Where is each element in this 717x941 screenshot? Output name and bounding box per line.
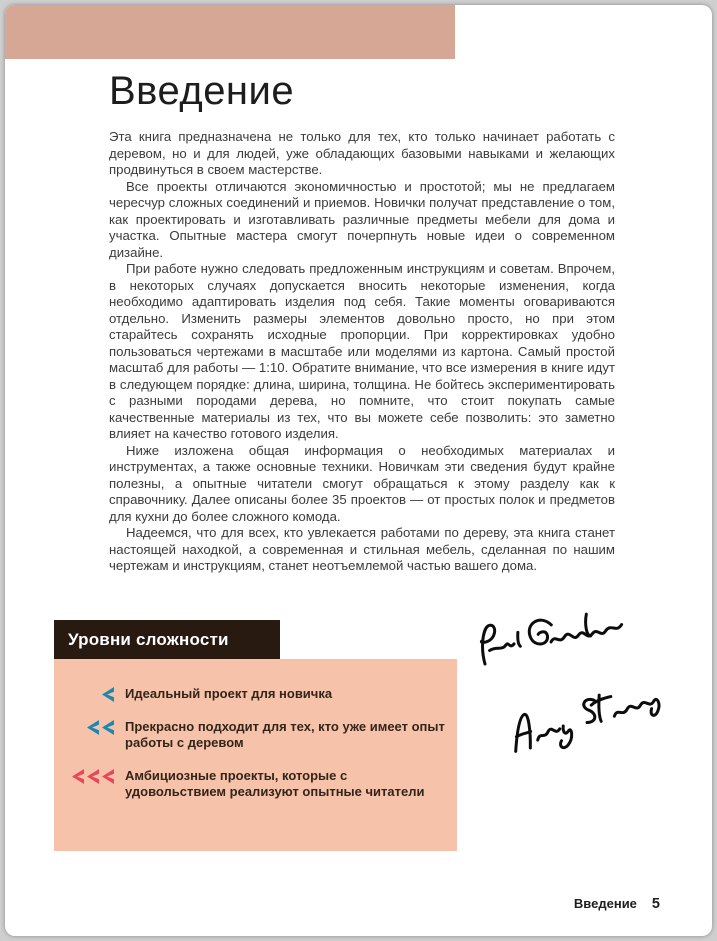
intro-text	[109, 129, 615, 575]
chevron-left-icon	[101, 687, 114, 702]
footer-page-number: 5	[651, 896, 660, 912]
difficulty-box	[54, 620, 457, 851]
difficulty-level-2-icons	[68, 719, 114, 735]
difficulty-item-beginner	[68, 686, 445, 703]
chevron-left-icon	[101, 769, 114, 784]
difficulty-item-advanced	[68, 768, 445, 801]
signature-author-2	[494, 671, 677, 775]
footer-section-label: Введение	[573, 896, 637, 911]
difficulty-box-header	[54, 620, 280, 659]
chevron-left-icon	[71, 769, 84, 784]
header-accent-bar	[5, 5, 455, 59]
chevron-left-icon	[86, 720, 99, 735]
difficulty-item-label: Идеальный проект для новичка	[125, 686, 333, 701]
intro-paragraph: При работе нужно следовать предложенным инструкциям и советам. Впрочем, в некоторых случаях допускается вносить некоторые изменения, когда необходимо адаптировать изделия под себя. Такие моменты оговариваются отдельно. Изменить размеры элементов довольно просто, но при этом старайтесь сохранять исходные пропорции. При корректировках удобно пользоваться чертежами в масштабе или моделями из картона. Самый простой масштаб для работы — 1:10. Обратите внимание, что все измерения в книге идут в следующем порядке: длина, ширина, толщина. Не бойтесь экспериментировать с разными породами дерева, но помните, что стоит покупать самые качественные материалы из тех, что вы можете себе позволить: это заметно влияет на качество готового изделия.	[109, 261, 615, 441]
page-title: Введение	[109, 69, 295, 113]
chevron-left-icon	[86, 769, 99, 784]
signature-author-1	[468, 603, 633, 680]
page-footer	[574, 896, 660, 912]
difficulty-box-panel	[54, 659, 457, 851]
intro-paragraph: Эта книга предназначена не только для тех, кто только начинает работать с деревом, но и для людей, уже обладающих базовыми навыками и желающих продвинуться в своем мастерстве.	[109, 129, 615, 177]
difficulty-item-intermediate	[68, 719, 445, 752]
difficulty-box-title: Уровни сложности	[68, 630, 229, 649]
intro-paragraph: Все проекты отличаются экономичностью и простотой; мы не предлагаем чересчур сложных соединений и приемов. Новички получат представление о том, как проектировать и изготавливать различные предметы мебели для дома и участка. Опытные мастера смогут почерпнуть новые идеи о современном дизайне.	[109, 178, 615, 260]
intro-paragraph: Надеемся, что для всех, кто увлекается работами по дереву, эта книга станет настоящей находкой, а современная и стильная мебель, сделанная по нашим чертежам и инструкциям, станет неотъемлемой частью вашего дома.	[109, 525, 615, 573]
difficulty-level-3-icons	[68, 768, 114, 784]
difficulty-level-1-icons	[68, 686, 114, 702]
difficulty-item-label: Амбициозные проекты, которые с удовольствием реализуют опытные читатели	[125, 767, 425, 799]
difficulty-item-label: Прекрасно подходит для тех, кто уже имеет опыт работы с деревом	[125, 718, 445, 750]
intro-paragraph: Ниже изложена общая информация о необходимых материалах и инструментах, а также основные техники. Новичкам эти сведения будут крайне полезны, а опытные читатели смогут обращаться к этому разделу как к справочнику. Далее описаны более 35 проектов — от простых полок и предметов для кухни до более сложного комода.	[109, 442, 615, 524]
book-page	[5, 5, 712, 936]
chevron-left-icon	[101, 720, 114, 735]
